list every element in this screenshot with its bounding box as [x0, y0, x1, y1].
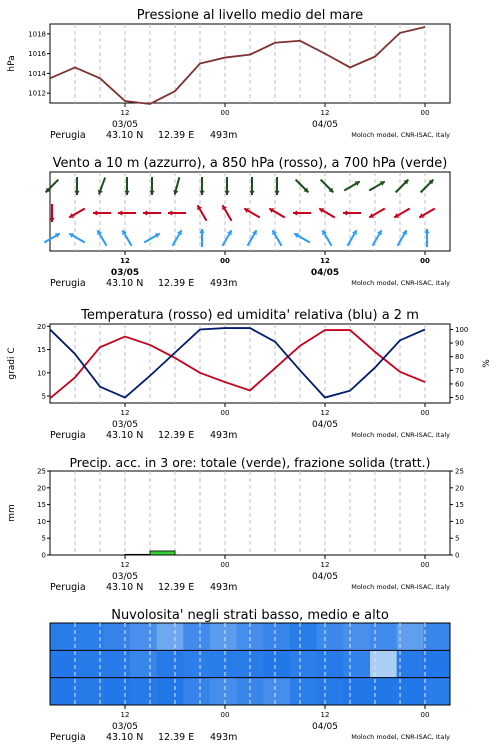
x-tick-label: 12 — [120, 561, 130, 569]
location-alt: 493m — [210, 582, 238, 593]
cloud-cell-medio — [397, 650, 424, 677]
chart-title: Temperatura (rosso) ed umidita' relativa (blu) a 2 m — [81, 308, 419, 323]
date-label: 03/05 — [112, 120, 138, 130]
cloud-cell-medio — [343, 650, 370, 677]
y-tick-label: 1018 — [28, 30, 46, 39]
y-tick-label-right: 100 — [455, 325, 469, 334]
y-axis-label: mm — [7, 504, 17, 522]
x-tick-label: 12 — [120, 711, 130, 719]
location-lat: 43.10 N — [106, 430, 144, 441]
y-tick-label-right: 15 — [455, 501, 464, 510]
date-label: 04/05 — [312, 722, 338, 732]
y-tick-label: 1016 — [28, 50, 46, 59]
location-lat: 43.10 N — [106, 732, 144, 743]
cloud-cell-basso — [343, 678, 370, 705]
y-tick-label-right: 5 — [455, 534, 460, 543]
date-label: 03/05 — [112, 420, 138, 430]
cloud-cell-alto — [183, 623, 210, 650]
cloud-cell-basso — [370, 678, 397, 705]
cloud-cell-alto — [317, 623, 344, 650]
y-tick-label-right: 0 — [455, 551, 460, 560]
chart-title: Precip. acc. in 3 ore: totale (verde), frazione solida (tratt.) — [69, 455, 431, 470]
y-tick-label-right: 90 — [455, 339, 464, 348]
location-alt: 493m — [210, 732, 238, 743]
x-tick-label: 00 — [420, 109, 430, 117]
cloud-cell-alto — [423, 623, 450, 650]
y-tick-label: 15 — [37, 501, 46, 510]
cloud-cell-medio — [157, 650, 184, 677]
cloud-cell-basso — [183, 678, 210, 705]
cloud-cell-medio — [50, 650, 77, 677]
location-name: Perugia — [50, 430, 86, 441]
x-tick-label: 00 — [220, 711, 230, 719]
cloud-cell-alto — [103, 623, 130, 650]
x-tick-label: 12 — [120, 109, 130, 117]
y-tick-label-right: 60 — [455, 380, 464, 389]
location-lat: 43.10 N — [106, 130, 144, 141]
y-tick-label: 10 — [37, 517, 46, 526]
cloud-cell-basso — [290, 678, 317, 705]
cloud-cell-basso — [130, 678, 157, 705]
location-alt: 493m — [210, 278, 238, 289]
precip-bar — [125, 554, 150, 555]
precip-bar — [150, 551, 175, 555]
model-credit: Moloch model, CNR-ISAC, Italy — [351, 131, 450, 139]
model-credit: Moloch model, CNR-ISAC, Italy — [351, 431, 450, 439]
cloud-cell-basso — [317, 678, 344, 705]
x-tick-label: 00 — [220, 257, 230, 265]
date-label: 04/05 — [312, 572, 338, 582]
y-tick-label: 10 — [37, 369, 46, 378]
cloud-cell-alto — [157, 623, 184, 650]
y-tick-label: 25 — [37, 467, 46, 476]
date-label: 04/05 — [312, 120, 338, 130]
date-label: 03/05 — [110, 268, 140, 278]
cloud-cell-medio — [130, 650, 157, 677]
y-axis-label: hPa — [7, 55, 17, 72]
x-tick-label: 12 — [320, 409, 330, 417]
x-tick-label: 12 — [320, 561, 330, 569]
y-tick-label: 15 — [37, 346, 46, 355]
x-tick-label: 12 — [120, 257, 130, 265]
model-credit: Moloch model, CNR-ISAC, Italy — [351, 733, 450, 741]
plot-frame-1 — [50, 24, 450, 103]
cloud-cell-alto — [370, 623, 397, 650]
cloud-cell-alto — [397, 623, 424, 650]
x-tick-label: 00 — [420, 711, 430, 719]
cloud-cell-alto — [263, 623, 290, 650]
model-credit: Moloch model, CNR-ISAC, Italy — [351, 583, 450, 591]
cloud-cell-medio — [423, 650, 450, 677]
y-tick-label-right: 25 — [455, 467, 464, 476]
cloud-cell-alto — [343, 623, 370, 650]
y-tick-label-right: 20 — [455, 484, 464, 493]
location-alt: 493m — [210, 130, 238, 141]
cloud-cell-alto — [130, 623, 157, 650]
location-lat: 43.10 N — [106, 582, 144, 593]
cloud-cell-basso — [397, 678, 424, 705]
cloud-cell-medio — [103, 650, 130, 677]
x-tick-label: 12 — [120, 409, 130, 417]
location-name: Perugia — [50, 278, 86, 289]
x-tick-label: 00 — [220, 561, 230, 569]
location-lon: 12.39 E — [158, 278, 195, 289]
cloud-cell-medio — [317, 650, 344, 677]
chart-title: Nuvolosita' negli strati basso, medio e alto — [111, 608, 389, 623]
x-tick-label: 00 — [420, 409, 430, 417]
cloud-cell-medio — [370, 650, 397, 677]
date-label: 03/05 — [112, 722, 138, 732]
cloud-cell-medio — [210, 650, 237, 677]
location-lon: 12.39 E — [158, 582, 195, 593]
location-lon: 12.39 E — [158, 732, 195, 743]
y-tick-label: 1012 — [28, 89, 46, 98]
location-name: Perugia — [50, 732, 86, 743]
cloud-cell-basso — [263, 678, 290, 705]
y-tick-label-right: 50 — [455, 394, 464, 403]
chart-title: Vento a 10 m (azzurro), a 850 hPa (rosso), a 700 hPa (verde) — [52, 156, 448, 171]
cloud-cell-alto — [210, 623, 237, 650]
date-label: 03/05 — [112, 572, 138, 582]
location-lon: 12.39 E — [158, 130, 195, 141]
location-name: Perugia — [50, 130, 86, 141]
cloud-cell-medio — [263, 650, 290, 677]
y-tick-label-right: 10 — [455, 517, 464, 526]
date-label: 04/05 — [310, 268, 340, 278]
y-tick-label: 1014 — [28, 69, 46, 78]
y-tick-label: 20 — [37, 484, 46, 493]
y-tick-label: 20 — [37, 322, 46, 331]
location-alt: 493m — [210, 430, 238, 441]
cloud-cell-basso — [50, 678, 77, 705]
y-tick-label-right: 70 — [455, 366, 464, 375]
y-tick-label-right: 80 — [455, 353, 464, 362]
cloud-cell-alto — [290, 623, 317, 650]
chart-title: Pressione al livello medio del mare — [136, 8, 364, 23]
location-name: Perugia — [50, 582, 86, 593]
cloud-cell-medio — [290, 650, 317, 677]
location-lon: 12.39 E — [158, 430, 195, 441]
x-tick-label: 12 — [320, 257, 330, 265]
cloud-cell-basso — [103, 678, 130, 705]
cloud-cell-basso — [157, 678, 184, 705]
location-lat: 43.10 N — [106, 278, 144, 289]
y-tick-label: 5 — [41, 534, 46, 543]
x-tick-label: 12 — [320, 711, 330, 719]
cloud-cell-basso — [210, 678, 237, 705]
x-tick-label: 00 — [420, 561, 430, 569]
x-tick-label: 00 — [420, 257, 430, 265]
y-axis-label: gradi C — [7, 347, 17, 380]
x-tick-label: 00 — [220, 409, 230, 417]
cloud-cell-medio — [183, 650, 210, 677]
cloud-cell-basso — [423, 678, 450, 705]
y-tick-label: 5 — [41, 392, 46, 401]
y-axis-label-right: % — [482, 359, 492, 368]
cloud-cell-alto — [50, 623, 77, 650]
model-credit: Moloch model, CNR-ISAC, Italy — [351, 279, 450, 287]
date-label: 04/05 — [312, 420, 338, 430]
x-tick-label: 00 — [220, 109, 230, 117]
x-tick-label: 12 — [320, 109, 330, 117]
y-tick-label: 0 — [41, 551, 46, 560]
